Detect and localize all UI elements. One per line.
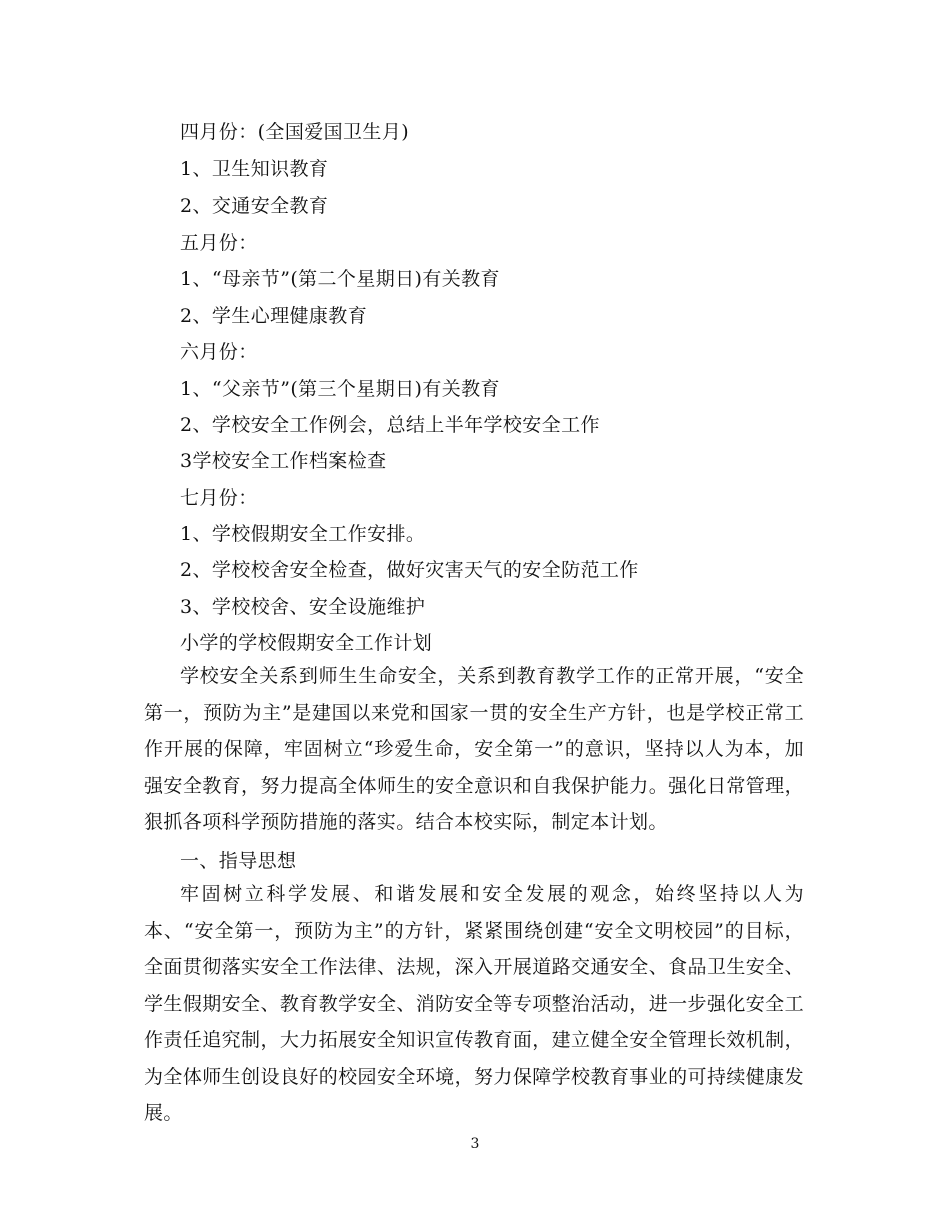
list-item: 1、卫生知识教育 [180, 158, 329, 180]
month-heading-april: 四月份：(全国爱国卫生月) [180, 121, 410, 143]
list-item: 2、学校校舍安全检查，做好灾害天气的安全防范工作 [180, 559, 639, 581]
month-heading-july: 七月份： [180, 487, 258, 509]
list-item: 1、“母亲节”(第二个星期日)有关教育 [180, 268, 500, 290]
guiding-paragraph: 牢固树立科学发展、和谐发展和安全发展的观念，始终坚持以人为本、“安全第一，预防为主”的方针，紧紧围绕创建“安全文明校园”的目标，全面贯彻落实安全工作法律、法规，深入开展道路交通安全、食品卫生安全、学生假期安全、教育教学安全、消防安全等专项整治活动，进一步强化安全工作责任追究制，大力拓展安全知识宣传教育面，建立健全安全管理长效机制，为全体师生创设良好的校园安全环境，努力保障学校教育事业的可持续健康发展。 [144, 883, 804, 1124]
list-item: 3学校安全工作档案检查 [180, 450, 387, 472]
month-heading-may: 五月份： [180, 232, 258, 254]
month-heading-june: 六月份： [180, 341, 258, 363]
list-item: 2、交通安全教育 [180, 195, 329, 217]
list-item: 3、学校校舍、安全设施维护 [180, 596, 426, 618]
list-item: 1、“父亲节”(第三个星期日)有关教育 [180, 378, 500, 400]
list-item: 2、学生心理健康教育 [180, 305, 368, 327]
list-item: 1、学校假期安全工作安排。 [180, 523, 426, 545]
intro-paragraph: 学校安全关系到师生生命安全，关系到教育教学工作的正常开展，“安全第一，预防为主”是建国以来党和国家一贯的安全生产方针，也是学校正常工作开展的保障，牢固树立“珍爱生命，安全第一”的意识，坚持以人为本，加强安全教育，努力提高全体师生的安全意识和自我保护能力。强化日常管理，狠抓各项科学预防措施的落实。结合本校实际，制定本计划。 [144, 665, 804, 833]
list-item: 2、学校安全工作例会，总结上半年学校安全工作 [180, 414, 600, 436]
section-heading: 一、指导思想 [180, 850, 297, 872]
page-number: 3 [470, 1136, 480, 1152]
plan-title: 小学的学校假期安全工作计划 [180, 632, 433, 654]
